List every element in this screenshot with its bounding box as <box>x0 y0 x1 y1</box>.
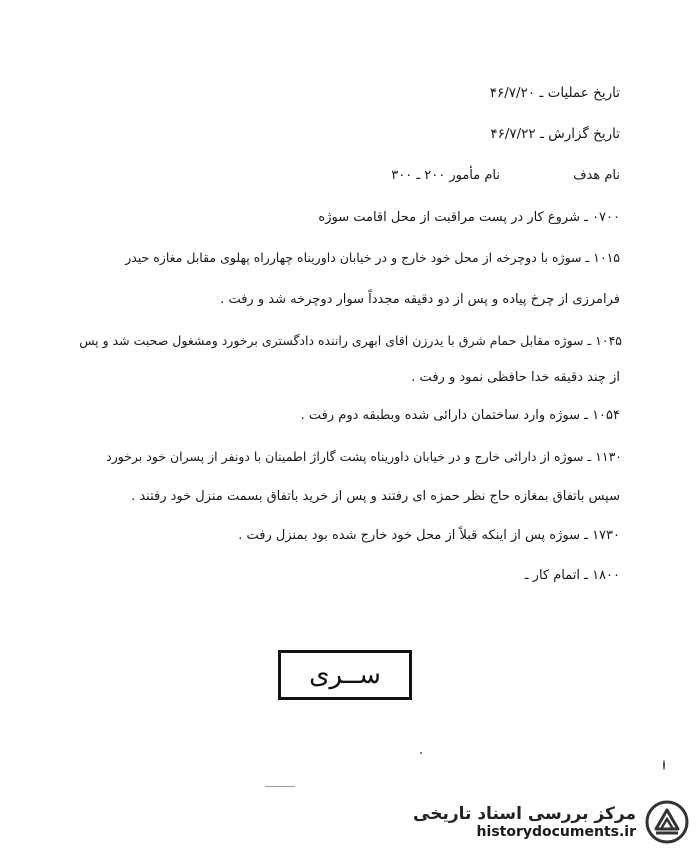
log-entry-1130: ۱۱۳۰ ـ سوژه از دارائی خارج و در خیابان داوریناه پشت گاراژ اطمینان با دونفر از پسران خود برخورد <box>106 449 622 464</box>
log-entry-0700: ۰۷۰۰ ـ شروع کار در پست مراقبت از محل اقامت سوژه <box>318 210 620 225</box>
scan-speck <box>265 786 295 787</box>
log-entry-1015-cont: فرامرزی از چرخ پیاده و پس از دو دقیقه مجدداً سوار دوچرخه شد و رفت . <box>220 292 620 307</box>
log-entry-1730: ۱۷۳۰ ـ سوژه پس از اینکه قبلاً از محل خود خارج شده بود بمنزل رفت . <box>238 528 620 543</box>
log-entry-1045-cont: از چند دقیقه خدا حافظی نمود و رفت . <box>411 370 620 385</box>
log-entry-1015: ۱۰۱۵ ـ سوژه با دوچرخه از محل خود خارج و در خیابان داوریناه چهارراه پهلوی مقابل مغازه حیدر <box>125 250 620 265</box>
archive-watermark <box>405 792 690 852</box>
operation-date: تاریخ عملیات ـ ۴۶/۷/۲۰ <box>489 85 620 101</box>
watermark-title: مرکز بررسی اسناد تاریخی <box>413 804 636 824</box>
secret-stamp <box>278 650 412 700</box>
log-entry-1054: ۱۰۵۴ ـ سوژه وارد ساختمان دارائی شده وبطبقه دوم رفت . <box>300 408 620 423</box>
report-date: تاریخ گزارش ـ ۴۶/۷/۲۲ <box>490 126 620 142</box>
log-entry-1130-cont: سپس باتفاق بمغازه حاج نظر حمزه ای رفتند و پس از خرید باتفاق بسمت منزل خود رفتند . <box>131 489 620 504</box>
watermark-url: historydocuments.ir <box>476 824 636 840</box>
archive-logo-icon <box>644 799 690 845</box>
scan-speck <box>663 760 665 770</box>
log-entry-1800: ۱۸۰۰ ـ اتمام کار ـ <box>524 568 620 583</box>
agent-name-line: نام مأمور ۲۰۰ ـ ۳۰۰ <box>391 168 500 183</box>
target-name-label: نام هدف <box>573 168 620 183</box>
scan-speck <box>420 752 422 754</box>
secret-stamp-text: ســری <box>309 660 381 690</box>
log-entry-1045: ۱۰۴۵ ـ سوژه مقابل حمام شرق با یدرزن اقای ابهری راننده دادگستری برخورد ومشغول صحبت شد و پس <box>79 333 622 348</box>
